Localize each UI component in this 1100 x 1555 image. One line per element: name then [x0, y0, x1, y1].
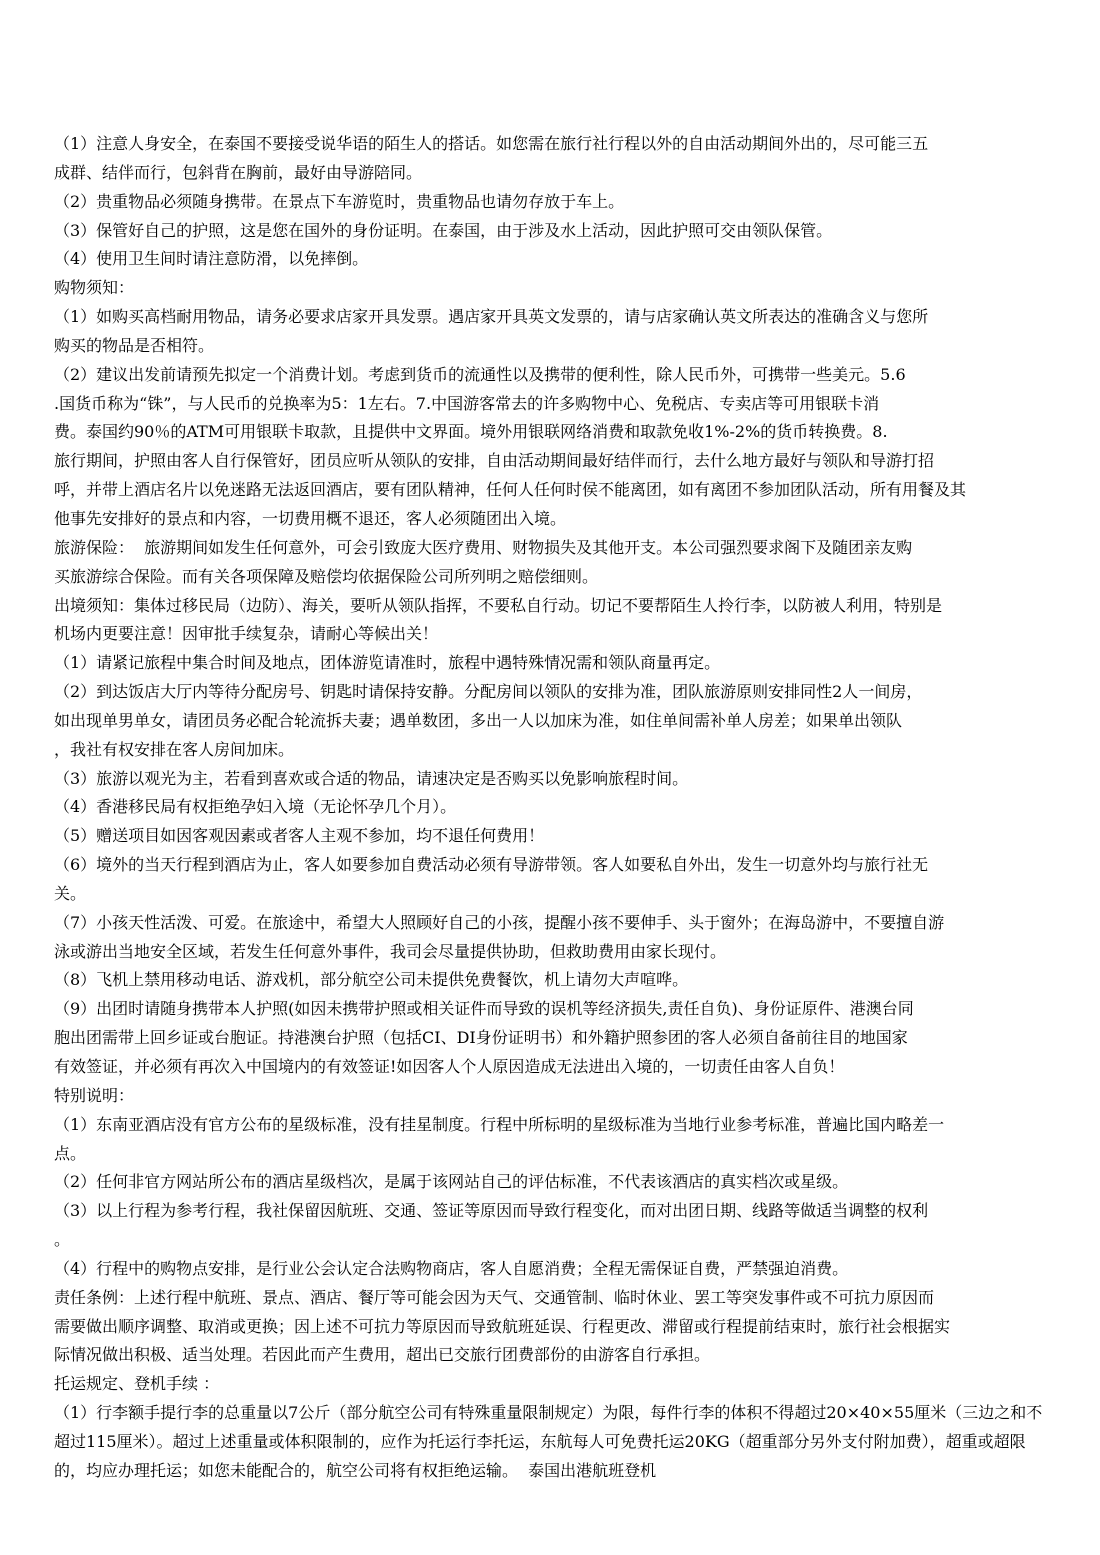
paragraph-18-line-2: 胞出团需带上回乡证或台胞证。持港澳台护照（包括CI、DI身份证明书）和外籍护照参团的客人必须自备前往目的地国家 — [54, 1028, 908, 1048]
paragraph-7-line-2: .国货币称为“铢”，与人民币的兑换率为5：1左右。7.中国游客常去的许多购物中心、免税店、专卖店等可用银联卡消 — [54, 393, 880, 413]
paragraph-18-line-1: （9）出团时请随身携带本人护照(如因未携带护照或相关证件而导致的误机等经济损失,责任自负)、身份证原件、港澳台同 — [54, 999, 914, 1019]
paragraph-6-line-1: （1）如购买高档耐用物品，请务必要求店家开具发票。遇店家开具英文发票的，请与店家确认英文所表达的准确含义与您所 — [54, 307, 929, 327]
paragraph-11-line-1: （2）到达饭店大厅内等待分配房号、钥匙时请保持安静。分配房间以领队的安排为准，团队旅游原则安排同性2人一间房， — [54, 682, 923, 702]
paragraph-16-line-1: （7）小孩天性活泼、可爱。在旅途中，希望大人照顾好自己的小孩，提醒小孩不要伸手、头于窗外；在海岛游中，不要擅自游 — [54, 912, 945, 932]
paragraph-22-line-1: （3）以上行程为参考行程，我社保留因航班、交通、签证等原因而导致行程变化，而对出团日期、线路等做适当调整的权利 — [54, 1201, 929, 1221]
paragraph-18-line-3: 有效签证，并必须有再次入中国境内的有效签证!如因客人个人原因造成无法进出入境的，一切责任由客人自负！ — [54, 1057, 845, 1076]
document-body — [54, 130, 1050, 1486]
paragraph-7-line-5: 呼，并带上酒店名片以免迷路无法返回酒店，要有团队精神，任何人任何时侯不能离团，如有离团不参加团队活动，所有用餐及其 — [54, 480, 967, 500]
paragraph-24-line-3: 际情况做出积极、适当处理。若因此而产生费用，超出已交旅行团费部份的由游客自行承担。 — [54, 1345, 711, 1365]
paragraph-10-line-1: （1）请紧记旅程中集合时间及地点，团体游览请准时，旅程中遇特殊情况需和领队商量再定。 — [54, 653, 721, 673]
paragraph-6-line-2: 购买的物品是否相符。 — [54, 335, 215, 355]
paragraph-24-line-1: 责任条例：上述行程中航班、景点、酒店、餐厅等可能会因为天气、交通管制、临时休业、罢工等突发事件或不可抗力原因而 — [54, 1287, 935, 1307]
paragraph-26-line-1: （1）行李额手提行李的总重量以7公斤（部分航空公司有特殊重量限制规定）为限，每件行李的体积不得超过20×40×55厘米（三边之和不超过115厘米）。超过上述重量或体积限制的，应作为托运行李托运，东航每人可免费托运20KG（超重部分另外支付附加费），超重或超限的，均应办理托运；如您未能配合的，航空公司将有权拒绝运输。 泰国出港航班登机 — [54, 1403, 1043, 1480]
paragraph-16-line-2: 泳或游出当地安全区域，若发生任何意外事件，我司会尽量提供协助，但救助费用由家长现付。 — [54, 941, 727, 961]
paragraph-17-line-1: （8）飞机上禁用移动电话、游戏机，部分航空公司未提供免费餐饮，机上请勿大声喧哗。 — [54, 970, 689, 990]
paragraph-1-line-2: 成群、结伴而行，包斜背在胸前，最好由导游陪同。 — [54, 162, 423, 182]
paragraph-25-line-1: 托运规定、登机手续 ： — [54, 1374, 220, 1394]
paragraph-7-line-6: 他事先安排好的景点和内容，一切费用概不退还，客人必须随团出入境。 — [54, 508, 567, 528]
paragraph-11-line-2: 如出现单男单女，请团员务必配合轮流拆夫妻；遇单数团，多出一人以加床为准，如住单间需补单人房差；如果单出领队 — [54, 710, 903, 730]
paragraph-21-line-1: （2）任何非官方网站所公布的酒店星级档次，是属于该网站自己的评估标准，不代表该酒店的真实档次或星级。 — [54, 1172, 849, 1192]
paragraph-20-line-1: （1）东南亚酒店没有官方公布的星级标准，没有挂星制度。行程中所标明的星级标准为当地行业参考标准，普遍比国内略差一 — [54, 1114, 945, 1134]
paragraph-1-line-1: （1）注意人身安全，在泰国不要接受说华语的陌生人的搭话。如您需在旅行社行程以外的自由活动期间外出的，尽可能三五 — [54, 134, 929, 153]
paragraph-23-line-1: （4）行程中的购物点安排，是行业公会认定合法购物商店，客人自愿消费；全程无需保证自费，严禁强迫消费。 — [54, 1258, 849, 1278]
paragraph-19-line-1: 特别说明： — [54, 1085, 135, 1105]
paragraph-22-line-2: 。 — [54, 1230, 71, 1250]
paragraph-14-line-1: （5）赠送项目如因客观因素或者客人主观不参加，均不退任何费用！ — [54, 826, 545, 846]
paragraph-8-line-1: 旅游保险： 旅游期间如发生任何意外，可会引致庞大医疗费用、财物损失及其他开支。本公司强烈要求阁下及随团亲友购 — [54, 537, 913, 557]
paragraph-3-line-1: （3）保管好自己的护照，这是您在国外的身份证明。在泰国，由于涉及水上活动，因此护照可交由领队保管。 — [54, 220, 833, 240]
paragraph-12-line-1: （3）旅游以观光为主，若看到喜欢或合适的物品，请速决定是否购买以免影响旅程时间。 — [54, 768, 689, 788]
paragraph-15-line-2: 关。 — [54, 883, 87, 903]
paragraph-5-line-1: 购物须知： — [54, 278, 135, 298]
paragraph-24-line-2: 需要做出顺序调整、取消或更换；因上述不可抗力等原因而导致航班延误、行程更改、滞留或行程提前结束时，旅行社会根据实 — [54, 1316, 951, 1336]
paragraph-11-line-3: ，我社有权安排在客人房间加床。 — [54, 739, 295, 759]
paragraph-7-line-4: 旅行期间，护照由客人自行保管好，团员应听从领队的安排，自由活动期间最好结伴而行，去什么地方最好与领队和导游打招 — [54, 451, 935, 471]
paragraph-2-line-1: （2）贵重物品必须随身携带。在景点下车游览时，贵重物品也请勿存放于车上。 — [54, 191, 625, 211]
paragraph-7-line-3: 费。泰国约90％的ATM可用银联卡取款，且提供中文界面。境外用银联网络消费和取款免收1%-2%的货币转换费。8. — [54, 422, 888, 442]
paragraph-15-line-1: （6）境外的当天行程到酒店为止，客人如要参加自费活动必须有导游带领。客人如要私自外出，发生一切意外均与旅行社无 — [54, 855, 929, 875]
paragraph-9-line-1: 出境须知：集体过移民局（边防）、海关，要听从领队指挥，不要私自行动。切记不要帮陌生人拎行李，以防被人利用，特别是 — [54, 595, 943, 615]
paragraph-20-line-2: 点。 — [54, 1143, 87, 1163]
paragraph-8-line-2: 买旅游综合保险。而有关各项保障及赔偿均依据保险公司所列明之赔偿细则。 — [54, 566, 599, 586]
paragraph-4-line-1: （4）使用卫生间时请注意防滑，以免摔倒。 — [54, 249, 369, 269]
paragraph-9-line-2: 机场内更要注意！因审批手续复杂，请耐心等候出关！ — [54, 624, 439, 644]
paragraph-7-line-1: （2）建议出发前请预先拟定一个消费计划。考虑到货币的流通性以及携带的便利性，除人民币外，可携带一些美元。5.6 — [54, 364, 906, 384]
paragraph-13-line-1: （4）香港移民局有权拒绝孕妇入境（无论怀孕几个月）。 — [54, 797, 457, 817]
